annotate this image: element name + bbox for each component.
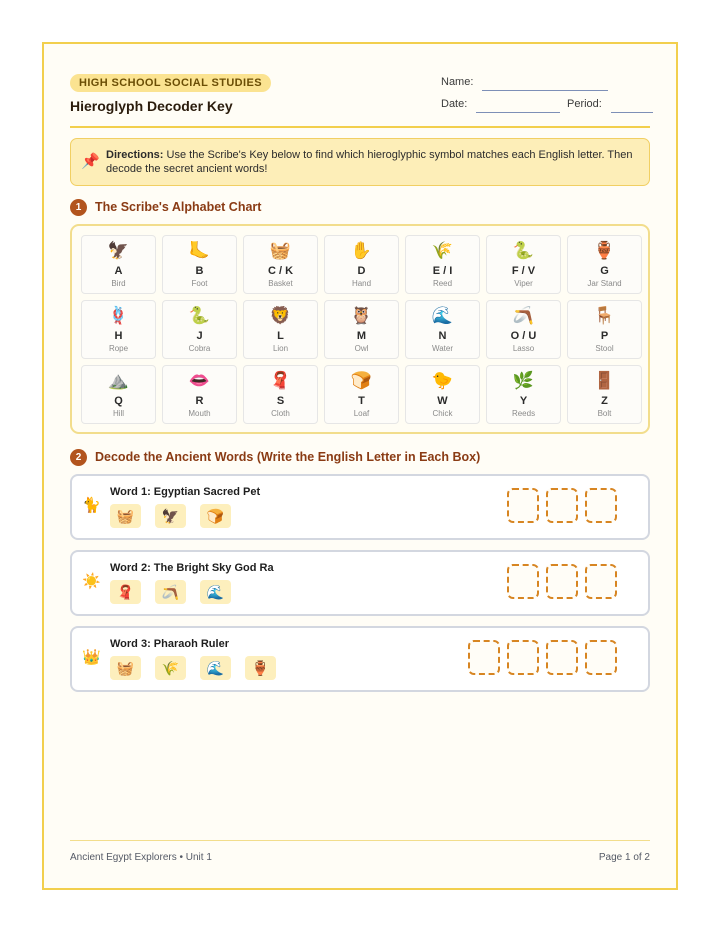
alphabet-letter: E / I: [432, 265, 453, 277]
hieroglyph-icon: 🦁: [269, 306, 292, 325]
alphabet-letter: Q: [114, 395, 123, 407]
word-hieroglyph-icon: 🧺: [110, 656, 141, 680]
word-title: Word 1: Egyptian Sacred Pet: [110, 486, 261, 498]
alphabet-cell: [162, 365, 237, 424]
alphabet-cell: [405, 300, 480, 359]
worksheet-title: Hieroglyph Decoder Key: [70, 98, 233, 114]
hieroglyph-icon: 🏺: [593, 241, 616, 260]
answer-box[interactable]: [468, 640, 500, 675]
name-field-line[interactable]: [482, 90, 608, 91]
glyph-meaning: Mouth: [188, 409, 211, 418]
alphabet-cell: [405, 365, 480, 424]
word-hieroglyph-icon: 🦅: [155, 504, 186, 528]
worksheet-header: [70, 72, 650, 132]
glyph-meaning: Hill: [112, 409, 125, 418]
hieroglyph-icon: 🚪: [593, 371, 616, 390]
worksheet-content: [70, 44, 650, 888]
alphabet-cell: [324, 365, 399, 424]
alphabet-cell: [567, 235, 642, 294]
glyph-meaning: Hand: [351, 279, 372, 288]
footer-course-label: Ancient Egypt Explorers • Unit 1: [70, 852, 212, 863]
name-label: Name:: [441, 76, 474, 88]
alphabet-cell: [243, 365, 318, 424]
alphabet-letter: G: [600, 265, 609, 277]
alphabet-letter: F / V: [511, 265, 536, 277]
section-2-title: Decode the Ancient Words (Write the English Letter in Each Box): [95, 450, 481, 464]
alphabet-cell: [567, 300, 642, 359]
alphabet-cell: [81, 235, 156, 294]
alphabet-letter: M: [356, 330, 367, 342]
directions-box: [70, 138, 650, 186]
alphabet-letter: A: [114, 265, 123, 277]
glyph-meaning: Cobra: [188, 344, 211, 353]
glyph-meaning: Cloth: [271, 409, 290, 418]
period-label: Period:: [567, 98, 602, 110]
glyph-meaning: Bird: [111, 279, 126, 288]
word-hieroglyph-icon: 🧣: [110, 580, 141, 604]
answer-box[interactable]: [507, 488, 539, 523]
alphabet-chart: [70, 224, 650, 434]
word-hint-icon: 🐈: [82, 497, 101, 514]
alphabet-letter: C / K: [267, 265, 294, 277]
alphabet-cell: [324, 235, 399, 294]
answer-box[interactable]: [507, 564, 539, 599]
glyph-meaning: Loaf: [353, 409, 370, 418]
answer-box[interactable]: [585, 640, 617, 675]
glyph-meaning: Viper: [514, 279, 533, 288]
word-hieroglyph-icon: 🌊: [200, 656, 231, 680]
alphabet-cell: [486, 300, 561, 359]
word-card: [70, 474, 650, 540]
alphabet-cell: [243, 235, 318, 294]
word-hieroglyph-icon: 🌾: [155, 656, 186, 680]
glyph-meaning: Lasso: [512, 344, 535, 353]
hieroglyph-icon: 🦶: [188, 241, 211, 260]
hieroglyph-icon: ✋: [350, 241, 373, 260]
hieroglyph-icon: 🪢: [107, 306, 130, 325]
hieroglyph-icon: 🦉: [350, 306, 373, 325]
alphabet-letter: D: [357, 265, 366, 277]
alphabet-cell: [486, 365, 561, 424]
word-hieroglyph-icon: 🧺: [110, 504, 141, 528]
answer-box[interactable]: [546, 564, 578, 599]
alphabet-letter: Z: [601, 395, 608, 407]
answer-box[interactable]: [585, 564, 617, 599]
directions-text: [106, 148, 639, 176]
alphabet-letter: P: [600, 330, 609, 342]
worksheet-page: [42, 42, 678, 890]
alphabet-cell: [324, 300, 399, 359]
word-hint-icon: 👑: [82, 649, 101, 666]
alphabet-cell: [81, 365, 156, 424]
hieroglyph-icon: ⛰️: [107, 371, 130, 390]
directions-body: Use the Scribe's Key below to find which hieroglyphic symbol matches each English letter. Then decode the secret ancient words!: [106, 149, 633, 175]
glyph-meaning: Rope: [108, 344, 129, 353]
alphabet-cell: [162, 300, 237, 359]
word-card: [70, 550, 650, 616]
hieroglyph-icon: 🪃: [512, 306, 535, 325]
word-hieroglyph-icon: 🏺: [245, 656, 276, 680]
date-label: Date:: [441, 98, 468, 110]
glyph-meaning: Stool: [595, 344, 614, 353]
hieroglyph-icon: 🧣: [269, 371, 292, 390]
alphabet-cell: [405, 235, 480, 294]
hieroglyph-icon: 🌊: [431, 306, 454, 325]
hieroglyph-icon: 🍞: [350, 371, 373, 390]
glyph-meaning: Chick: [432, 409, 453, 418]
alphabet-letter: H: [114, 330, 123, 342]
section-1-title: The Scribe's Alphabet Chart: [95, 200, 262, 214]
glyph-meaning: Reed: [432, 279, 453, 288]
alphabet-letter: Y: [519, 395, 528, 407]
alphabet-letter: J: [196, 330, 203, 342]
answer-box[interactable]: [585, 488, 617, 523]
alphabet-letter: B: [195, 265, 204, 277]
alphabet-cell: [486, 235, 561, 294]
hieroglyph-icon: 🐤: [431, 371, 454, 390]
word-title: Word 2: The Bright Sky God Ra: [110, 562, 274, 574]
hieroglyph-icon: 🌾: [431, 241, 454, 260]
glyph-meaning: Foot: [191, 279, 208, 288]
answer-box[interactable]: [507, 640, 539, 675]
answer-box[interactable]: [546, 488, 578, 523]
alphabet-cell: [81, 300, 156, 359]
section-2-number: 2: [70, 449, 87, 466]
alphabet-letter: R: [195, 395, 204, 407]
glyph-meaning: Lion: [272, 344, 289, 353]
footer-divider: [70, 840, 650, 841]
date-field-line[interactable]: [476, 112, 560, 113]
glyph-meaning: Jar Stand: [587, 279, 622, 288]
alphabet-letter: O / U: [510, 330, 537, 342]
word-hieroglyph-icon: 🌊: [200, 580, 231, 604]
pushpin-icon: 📌: [81, 153, 100, 170]
answer-box[interactable]: [546, 640, 578, 675]
period-field-line[interactable]: [611, 112, 653, 113]
section-2-heading: [70, 449, 654, 467]
hieroglyph-icon: 🐍: [188, 306, 211, 325]
header-divider: [70, 126, 650, 128]
hieroglyph-icon: 👄: [188, 371, 211, 390]
hieroglyph-icon: 🪑: [593, 306, 616, 325]
word-hieroglyph-icon: 🪃: [155, 580, 186, 604]
word-card: [70, 626, 650, 692]
alphabet-letter: N: [438, 330, 447, 342]
hieroglyph-icon: 🌿: [512, 371, 535, 390]
alphabet-letter: W: [437, 395, 448, 407]
word-hieroglyph-icon: 🍞: [200, 504, 231, 528]
section-1-number: 1: [70, 199, 87, 216]
footer-page-number: Page 1 of 2: [598, 852, 650, 863]
alphabet-letter: T: [358, 395, 365, 407]
hieroglyph-icon: 🧺: [269, 241, 292, 260]
hieroglyph-icon: 🐍: [512, 241, 535, 260]
glyph-meaning: Water: [431, 344, 454, 353]
word-hint-icon: ☀️: [82, 573, 101, 590]
glyph-meaning: Reeds: [511, 409, 536, 418]
word-title: Word 3: Pharaoh Ruler: [110, 638, 229, 650]
glyph-meaning: Owl: [354, 344, 369, 353]
alphabet-cell: [243, 300, 318, 359]
subject-badge: HIGH SCHOOL SOCIAL STUDIES: [70, 74, 271, 92]
glyph-meaning: Basket: [268, 279, 293, 288]
section-1-heading: [70, 199, 370, 217]
alphabet-letter: S: [276, 395, 285, 407]
alphabet-cell: [567, 365, 642, 424]
directions-label: Directions:: [106, 149, 164, 161]
alphabet-letter: L: [277, 330, 284, 342]
hieroglyph-icon: 🦅: [107, 241, 130, 260]
alphabet-cell: [162, 235, 237, 294]
glyph-meaning: Bolt: [597, 409, 612, 418]
